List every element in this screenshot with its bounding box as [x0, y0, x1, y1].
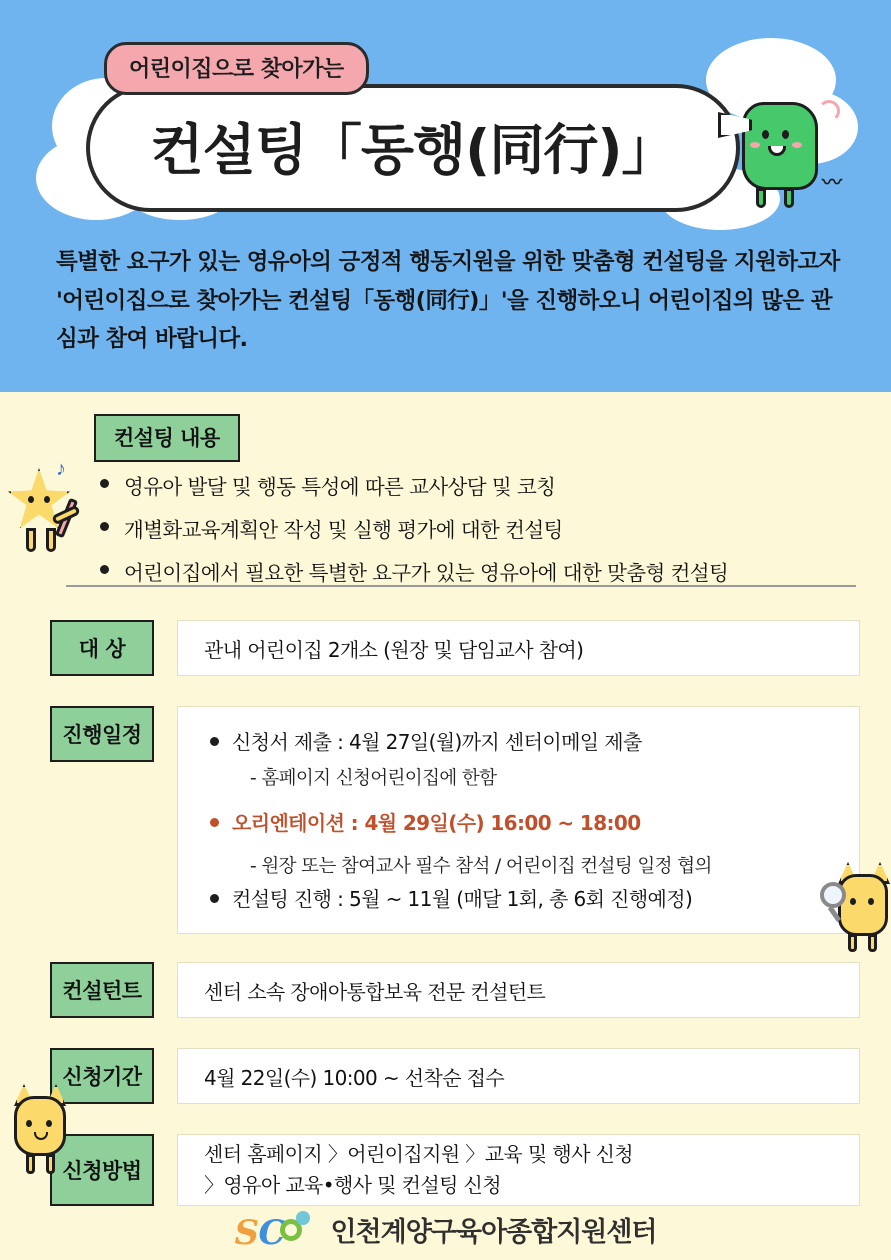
schedule-subitem: - 원장 또는 참여교사 필수 참석 / 어린이집 컨설팅 일정 협의 [250, 856, 712, 877]
schedule-item: 컨설팅 진행 : 5월 ~ 11월 (매달 1회, 총 6회 진행예정) [204, 884, 833, 914]
section-tag-label: 컨설팅 내용 [114, 426, 220, 450]
mascot-eye-right [868, 898, 874, 905]
row-value-application-method [177, 1134, 860, 1206]
swirl-decoration [818, 100, 840, 122]
row-value-application-period: 4월 22일(수) 10:00 ~ 선착순 접수 [177, 1048, 860, 1104]
mascot-leg-left [756, 188, 766, 208]
mascot-eye-left [28, 496, 34, 503]
music-note-icon: ♪ [56, 458, 66, 480]
mascot-body [838, 874, 888, 936]
mascot-blush-left [750, 142, 760, 148]
organization-name: 인천계양구육아종합지원센터 [330, 1216, 657, 1248]
list-item: 어린이집에서 필요한 특별한 요구가 있는 영유아에 대한 맞춤형 컨설팅 [96, 556, 836, 586]
row-application-period [50, 1048, 860, 1104]
logo-letter-s: S [234, 1213, 260, 1253]
consulting-content-list [96, 470, 836, 599]
hero-banner [0, 0, 891, 392]
mascot-blush-right [792, 142, 802, 148]
application-method-line2: 〉영유아 교육•행사 및 컨설팅 신청 [204, 1173, 501, 1197]
row-value-consultant: 센터 소속 장애아통합보육 전문 컨설턴트 [177, 962, 860, 1018]
mascot-leg-left [848, 934, 857, 952]
mascot-body [14, 1096, 66, 1156]
title-pill [86, 84, 740, 212]
mascot-leg-left [26, 528, 36, 552]
mascot-leg-right [868, 934, 877, 952]
subtitle-text: 어린이집으로 찾아가는 [129, 57, 344, 82]
yellow-mascot-icon [8, 1082, 74, 1178]
schedule-item-highlight: 오리엔테이션 : 4월 29일(수) 16:00 ~ 18:00 [204, 808, 833, 838]
row-label-consultant: 컨설턴트 [50, 962, 154, 1018]
yellow-star-mascot-icon [8, 458, 82, 576]
mascot-eye-left [26, 1120, 32, 1127]
yellow-mascot-magnifier-icon [834, 862, 891, 954]
subtitle-ribbon [104, 42, 369, 95]
row-consultant [50, 962, 860, 1018]
row-label-target: 대 상 [50, 620, 154, 676]
row-schedule [50, 706, 860, 934]
footer [0, 1198, 891, 1260]
mascot-leg-right [784, 188, 794, 208]
mascot-eye-right [782, 130, 789, 139]
row-label-application-period: 신청기간 [50, 1048, 154, 1104]
page-title: 컨설팅「동행(同行)」 [150, 117, 676, 182]
row-application-method [50, 1134, 860, 1206]
green-mascot-icon [726, 96, 842, 214]
section-tag-consulting-content [94, 414, 240, 462]
hero-description: 특별한 요구가 있는 영유아의 긍정적 행동지원을 위한 맞춤형 컨설팅을 지원하고자 '어린이집으로 찾아가는 컨설팅「동행(同行)」'을 진행하오니 어린이집의 많은 관심과 참여 바랍니다. [56, 249, 840, 353]
mascot-leg-right [46, 528, 56, 552]
mascot-leg-left [26, 1154, 35, 1174]
row-value-schedule [177, 706, 860, 934]
row-target [50, 620, 860, 676]
row-label-schedule: 진행일정 [50, 706, 154, 762]
mascot-eye-left [850, 898, 856, 905]
schedule-subitem: - 홈페이지 신청어린이집에 한함 [250, 768, 497, 789]
mascot-eye-right [46, 1120, 52, 1127]
application-method-line1: 센터 홈페이지 〉어린이집지원 〉교육 및 행사 신청 [204, 1142, 634, 1166]
center-logo-icon [234, 1209, 320, 1253]
row-label-application-method: 신청방법 [50, 1134, 154, 1206]
logo-letter-c: C [258, 1213, 286, 1253]
body-area [0, 392, 891, 1260]
logo-dot [296, 1211, 310, 1225]
magnifier-icon [820, 882, 846, 908]
mascot-leg-right [46, 1154, 55, 1174]
mascot-eye-right [44, 496, 50, 503]
list-item: 개별화교육계획안 작성 및 실행 평가에 대한 컨설팅 [96, 513, 836, 543]
mascot-eye-left [762, 130, 769, 139]
list-item: 영유아 발달 및 행동 특성에 따른 교사상담 및 코칭 [96, 470, 836, 500]
sound-lines-icon: 〰 [822, 172, 842, 194]
schedule-item: 신청서 제출 : 4월 27일(월)까지 센터이메일 제출 [204, 727, 833, 757]
row-value-target: 관내 어린이집 2개소 (원장 및 담임교사 참여) [177, 620, 860, 676]
section-divider [66, 585, 856, 587]
